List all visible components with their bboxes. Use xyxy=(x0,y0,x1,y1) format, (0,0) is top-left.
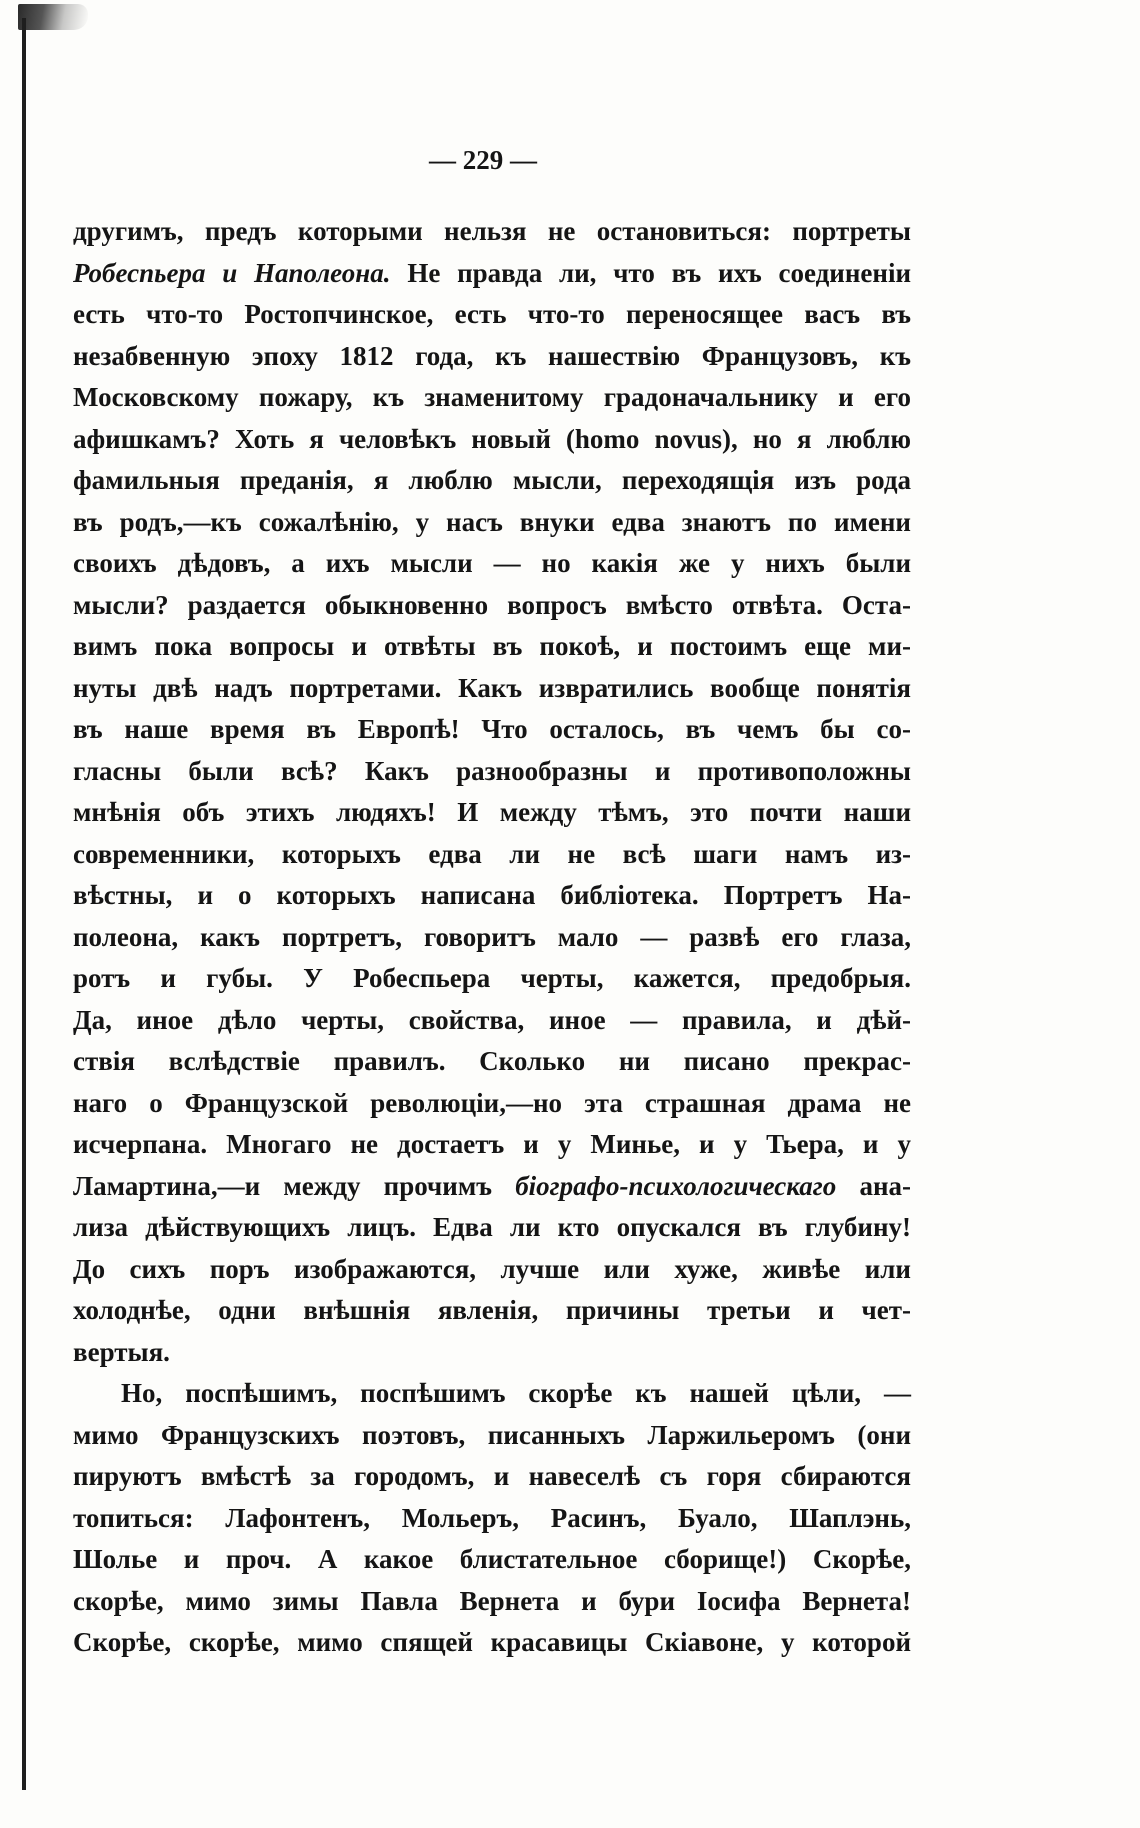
text-line: вертыя. xyxy=(73,1336,170,1367)
page-number: — 229 — xyxy=(429,145,537,175)
text-line: мнѣнія объ этихъ людяхъ! И между тѣмъ, это почти наши xyxy=(73,797,911,827)
text-line: своихъ дѣдовъ, а ихъ мысли — но какія же у нихъ были xyxy=(73,548,911,578)
text-line: исчерпана. Многаго не достаетъ и у Минье, и у Тьера, и у xyxy=(73,1129,911,1159)
text-segment: Не правда ли, что въ ихъ соединеніи xyxy=(407,257,912,288)
text-line: современники, которыхъ едва ли не всѣ шаги намъ из- xyxy=(73,838,911,869)
scan-edge-shadow xyxy=(22,18,26,1790)
text-line: другимъ, предъ которыми нельзя не остановиться: портреты xyxy=(73,216,911,246)
text-line: вѣстны, и о которыхъ написана библіотека. Портретъ На- xyxy=(73,880,911,910)
text-line: пируютъ вмѣстѣ за городомъ, и навеселѣ съ горя сбираются xyxy=(73,1461,911,1491)
scan-smudge xyxy=(18,4,88,30)
text-line: Московскому пожару, къ знаменитому градоначальнику и его xyxy=(73,382,911,412)
text-line: холоднѣе, одни внѣшнія явленія, причины третьи и чет- xyxy=(73,1295,911,1325)
text-line xyxy=(73,253,911,295)
text-segment: Ламартина,—и между прочимъ xyxy=(73,1170,492,1201)
text-line: есть что-то Ростопчинское, есть что-то переносящее васъ въ xyxy=(73,299,911,329)
italic-text: Робеспьера и Наполеона. xyxy=(73,257,391,288)
text-line: въ наше время въ Европѣ! Что осталось, въ чемъ бы со- xyxy=(73,714,911,744)
text-line: мимо Французскихъ поэтовъ, писанныхъ Ларжильеромъ (они xyxy=(73,1419,911,1450)
paragraph-2 xyxy=(73,1373,911,1664)
text-line: гласны были всѣ? Какъ разнообразны и противоположны xyxy=(73,755,911,786)
text-line: Но, поспѣшимъ, поспѣшимъ скорѣе къ нашей цѣли, — xyxy=(121,1378,911,1408)
text-line: ствія вслѣдствіе правилъ. Сколько ни писано прекрас- xyxy=(73,1046,911,1076)
paragraph-1 xyxy=(73,211,911,1373)
text-line: Скорѣе, скорѣе, мимо спящей красавицы Скіавоне, у которой xyxy=(73,1627,911,1657)
text-segment: ана- xyxy=(859,1170,911,1201)
italic-text: біографо-психологическаго xyxy=(515,1170,837,1201)
text-line: незабвенную эпоху 1812 года, къ нашествію Французовъ, къ xyxy=(73,340,911,371)
text-line: афишкамъ? Хоть я человѣкъ новый (homo novus), но я люблю xyxy=(73,423,911,454)
text-line: топиться: Лафонтенъ, Мольеръ, Расинъ, Буало, Шаплэнь, xyxy=(73,1502,911,1533)
text-line: въ родъ,—къ сожалѣнію, у насъ внуки едва знаютъ по имени xyxy=(73,506,911,537)
text-line: вимъ пока вопросы и отвѣты въ покоѣ, и постоимъ еще ми- xyxy=(73,631,911,661)
text-line xyxy=(73,1166,911,1208)
text-line: мысли? раздается обыкновенно вопросъ вмѣсто отвѣта. Оста- xyxy=(73,589,911,620)
text-line: наго о Французской революціи,—но эта страшная драма не xyxy=(73,1087,911,1118)
text-line: скорѣе, мимо зимы Павла Вернета и бури Іосифа Вернета! xyxy=(73,1585,911,1616)
text-line: лиза дѣйствующихъ лицъ. Едва ли кто опускался въ глубину! xyxy=(73,1212,911,1242)
text-line: полеона, какъ портретъ, говоритъ мало — развѣ его глаза, xyxy=(73,921,911,952)
text-line: фамильныя преданія, я люблю мысли, переходящія изъ рода xyxy=(73,465,911,495)
text-line: ротъ и губы. У Робеспьера черты, кажется, предобрыя. xyxy=(73,963,911,993)
text-line: нуты двѣ надъ портретами. Какъ извратились вообще понятія xyxy=(73,672,911,703)
page-text xyxy=(73,211,911,1664)
text-line: Да, иное дѣло черты, свойства, иное — правила, и дѣй- xyxy=(73,1004,911,1035)
text-line: До сихъ поръ изображаются, лучше или хуже, живѣе или xyxy=(73,1253,911,1284)
text-line: Шолье и проч. А какое блистательное сборище!) Скорѣе, xyxy=(73,1544,911,1574)
